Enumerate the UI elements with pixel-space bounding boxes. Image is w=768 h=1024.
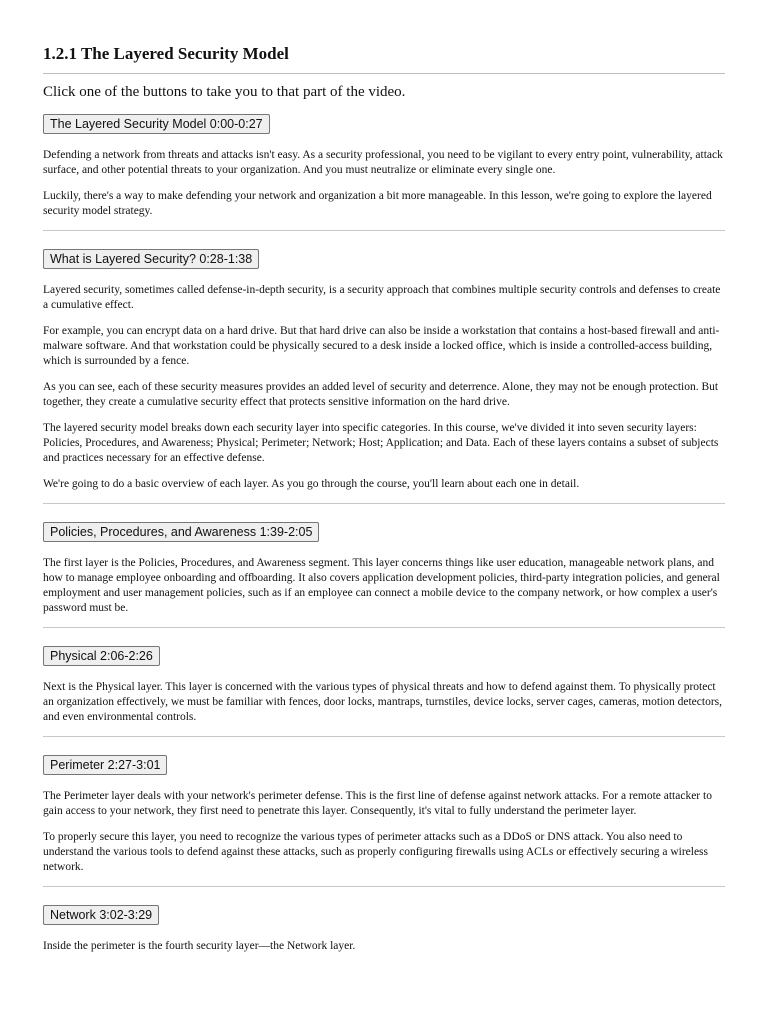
page-title: 1.2.1 The Layered Security Model bbox=[43, 44, 289, 63]
jump-button-what-is-layered-security[interactable]: What is Layered Security? 0:28-1:38 bbox=[43, 249, 259, 269]
paragraph: The layered security model breaks down each security layer into specific categories. In this course, we've divided it into seven security layers: Policies, Procedures, and Awareness; Physical; Perimeter; Network; Host; Application; and Data. Each of these layers contains a subset of subjects and practices necessary for an effective defense. bbox=[43, 422, 719, 464]
section-divider bbox=[43, 503, 725, 504]
jump-button-layered-security-model[interactable]: The Layered Security Model 0:00-0:27 bbox=[43, 114, 270, 134]
paragraph: The first layer is the Policies, Procedures, and Awareness segment. This layer concerns things like user education, manageable network plans, and how to manage employee onboarding and offboarding. It also covers application development policies, third-party integration policies, and general employment and user management policies, such as if an employee can connect a mobile device to the company network, or how complex a user's password must be. bbox=[43, 557, 720, 614]
paragraph: Inside the perimeter is the fourth security layer—the Network layer. bbox=[43, 940, 356, 952]
paragraph: The Perimeter layer deals with your network's perimeter defense. This is the first line of defense against network attacks. For a remote attacker to gain access to your network, they first need to penetrate this layer. Consequently, it's vital to fully understand the perimeter layer. bbox=[43, 790, 712, 817]
jump-button-policies-procedures-awareness[interactable]: Policies, Procedures, and Awareness 1:39-2:05 bbox=[43, 522, 319, 542]
paragraph: To properly secure this layer, you need to recognize the various types of perimeter attacks such as a DDoS or DNS attack. You also need to understand the various tools to defend against these attacks, such as properly configuring firewalls using ACLs or effectively securing a wireless network. bbox=[43, 831, 709, 873]
paragraph: We're going to do a basic overview of each layer. As you go through the course, you'll learn about each one in detail. bbox=[43, 478, 580, 490]
section-divider bbox=[43, 886, 725, 887]
section-divider bbox=[43, 230, 725, 231]
jump-button-perimeter[interactable]: Perimeter 2:27-3:01 bbox=[43, 755, 167, 775]
jump-button-physical[interactable]: Physical 2:06-2:26 bbox=[43, 646, 160, 666]
paragraph: Luckily, there's a way to make defending your network and organization a bit more manageable. In this lesson, we're going to explore the layered security model strategy. bbox=[43, 190, 712, 217]
jump-button-network[interactable]: Network 3:02-3:29 bbox=[43, 905, 159, 925]
paragraph: Defending a network from threats and attacks isn't easy. As a security professional, you need to be vigilant to every entry point, vulnerability, attack surface, and other potential threats to your organization. And you must neutralize or eliminate every single one. bbox=[43, 149, 723, 176]
title-divider bbox=[43, 73, 725, 74]
paragraph: As you can see, each of these security measures provides an added level of security and deterrence. Alone, they may not be enough protection. But together, they create a cumulative security effect that protects sensitive information on the hard drive. bbox=[43, 381, 719, 408]
section-divider bbox=[43, 736, 725, 737]
section-divider bbox=[43, 627, 725, 628]
intro-text: Click one of the buttons to take you to that part of the video. bbox=[43, 84, 406, 100]
paragraph: For example, you can encrypt data on a hard drive. But that hard drive can also be inside a workstation that contains a host-based firewall and anti-malware software. And that workstation could be physically secured to a desk inside a locked office, which is inside a controlled-access building, which is surrounded by a fence. bbox=[43, 325, 720, 367]
paragraph: Layered security, sometimes called defense-in-depth security, is a security approach that combines multiple security controls and defenses to create a cumulative effect. bbox=[43, 284, 721, 311]
paragraph: Next is the Physical layer. This layer is concerned with the various types of physical threats and how to defend against them. To physically protect an organization effectively, we must be familiar with fences, door locks, mantraps, turnstiles, device locks, server cages, cameras, motion detectors, and even environmental controls. bbox=[43, 681, 723, 723]
